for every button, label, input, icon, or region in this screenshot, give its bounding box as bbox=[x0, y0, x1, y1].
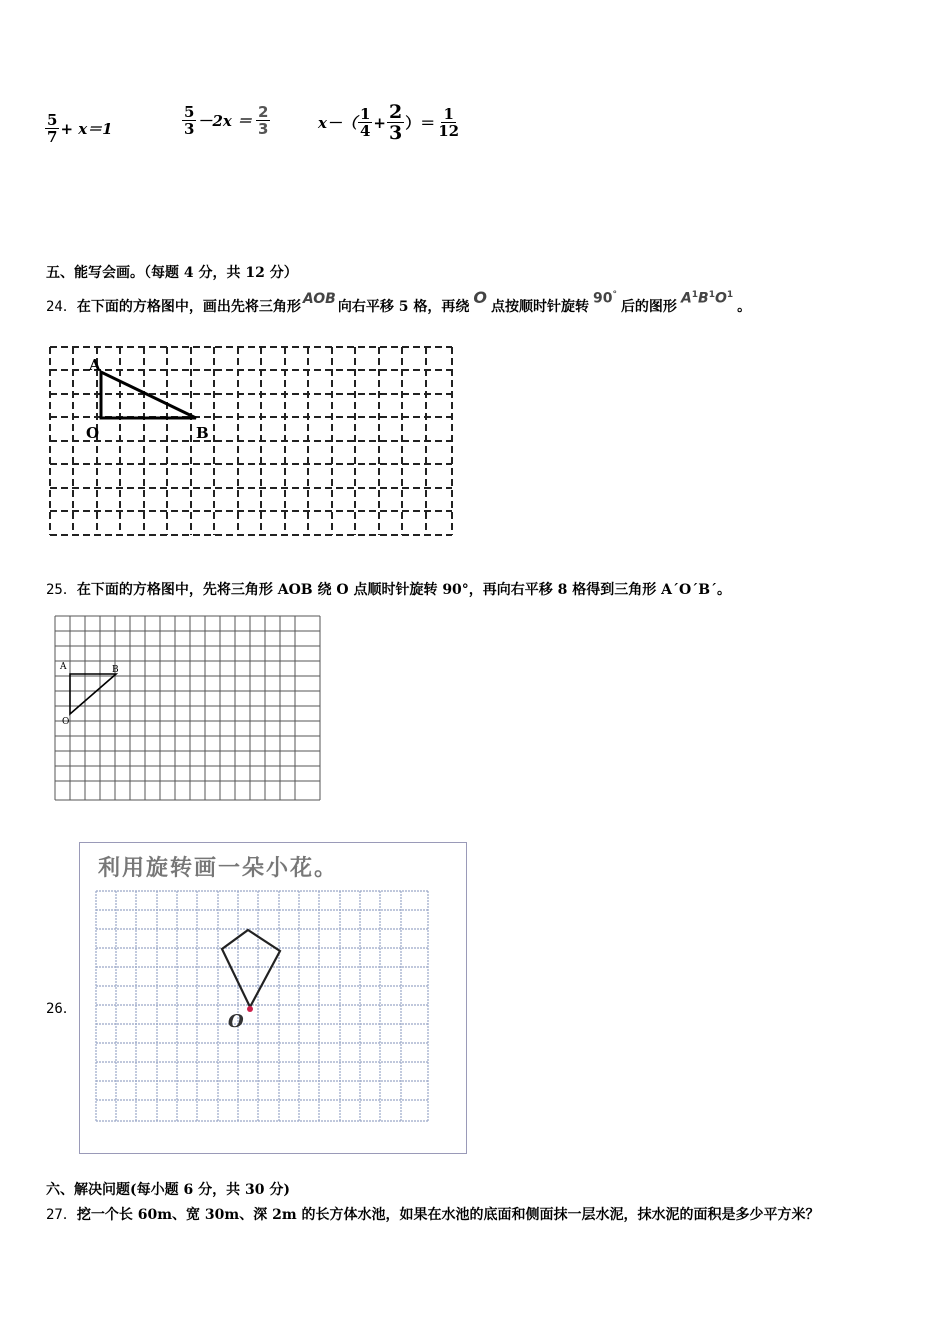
fraction: $\frac{2}{3}$ bbox=[388, 101, 403, 144]
fraction: $\frac{5}{7}$ bbox=[47, 111, 58, 146]
q24-label-b: B bbox=[196, 424, 209, 442]
q26-figure-frame bbox=[79, 842, 467, 1154]
q25-triangle-aob bbox=[70, 674, 116, 714]
q24-triangle-aob bbox=[101, 372, 196, 418]
question-text: 在下面的方格图中，先将三角形 AOB 绕 O 点顺时针旋转 90°，再向右平移 8 格得到三角形 A´O´B´。 bbox=[76, 582, 732, 598]
math-prime-shape: $A^1B^1O^1$ bbox=[680, 290, 734, 307]
math-aob: AOB bbox=[302, 291, 336, 307]
q25-label-a: A bbox=[60, 662, 67, 672]
fraction: $\frac{1}{12}$ bbox=[438, 105, 460, 140]
question-24: 24． 在下面的方格图中，画出先将三角形 AOB 向右平移 5 格，再绕 O 点按顺时针旋转 90° 后的图形 $A^1B^1O^1$ 。 bbox=[46, 288, 752, 315]
equation-operator: －2x ＝ bbox=[197, 112, 253, 130]
question-number: 25． bbox=[46, 582, 77, 598]
equation-3 bbox=[318, 102, 462, 143]
question-26-number: 26． bbox=[46, 1001, 77, 1017]
plus-sign: + bbox=[373, 113, 386, 132]
math-o: O bbox=[473, 288, 487, 307]
fraction: $\frac{2}{3}$ bbox=[258, 103, 269, 138]
q25-grid-figure bbox=[50, 612, 325, 804]
fraction: $\frac{1}{4}$ bbox=[359, 105, 371, 140]
q24-label-o: O bbox=[86, 424, 100, 442]
q26-title: 利用旋转画一朵小花。 bbox=[98, 856, 339, 881]
section-six-title: 六、解决问题(每小题 6 分，共 30 分) bbox=[46, 1182, 290, 1198]
question-number: 24． bbox=[46, 299, 77, 315]
section-five-title: 五、能写会画。（每题 4 分，共 12 分） bbox=[46, 265, 298, 281]
question-27 bbox=[46, 1204, 820, 1224]
q25-label-o: O bbox=[62, 717, 70, 727]
equation-lhs: x－（ bbox=[318, 114, 357, 132]
question-text: 挖一个长 60m、宽 30m、深 2m 的长方体水池，如果在水池的底面和侧面抹一层水泥，抹水泥的面积是多少平方米？ bbox=[76, 1207, 820, 1223]
q26-grid bbox=[96, 891, 428, 1121]
equation-rest: + x＝1 bbox=[60, 120, 113, 138]
q26-kite-petal bbox=[222, 930, 280, 1007]
math-degrees: 90° bbox=[592, 290, 617, 307]
q26-label-o: O bbox=[228, 1011, 244, 1032]
equation-2 bbox=[181, 104, 271, 137]
q24-label-a: A bbox=[89, 356, 101, 374]
q26-grid-figure bbox=[92, 887, 432, 1127]
fraction: $\frac{5}{3}$ bbox=[184, 103, 195, 138]
q24-grid-figure bbox=[46, 344, 458, 540]
equation-close: ）＝ bbox=[405, 114, 436, 132]
equation-1 bbox=[44, 112, 113, 145]
q26-rotation-point bbox=[247, 1006, 253, 1012]
q25-grid bbox=[55, 616, 320, 800]
question-number: 27． bbox=[46, 1207, 77, 1223]
question-25 bbox=[46, 579, 731, 599]
q25-label-b: B bbox=[112, 665, 119, 675]
